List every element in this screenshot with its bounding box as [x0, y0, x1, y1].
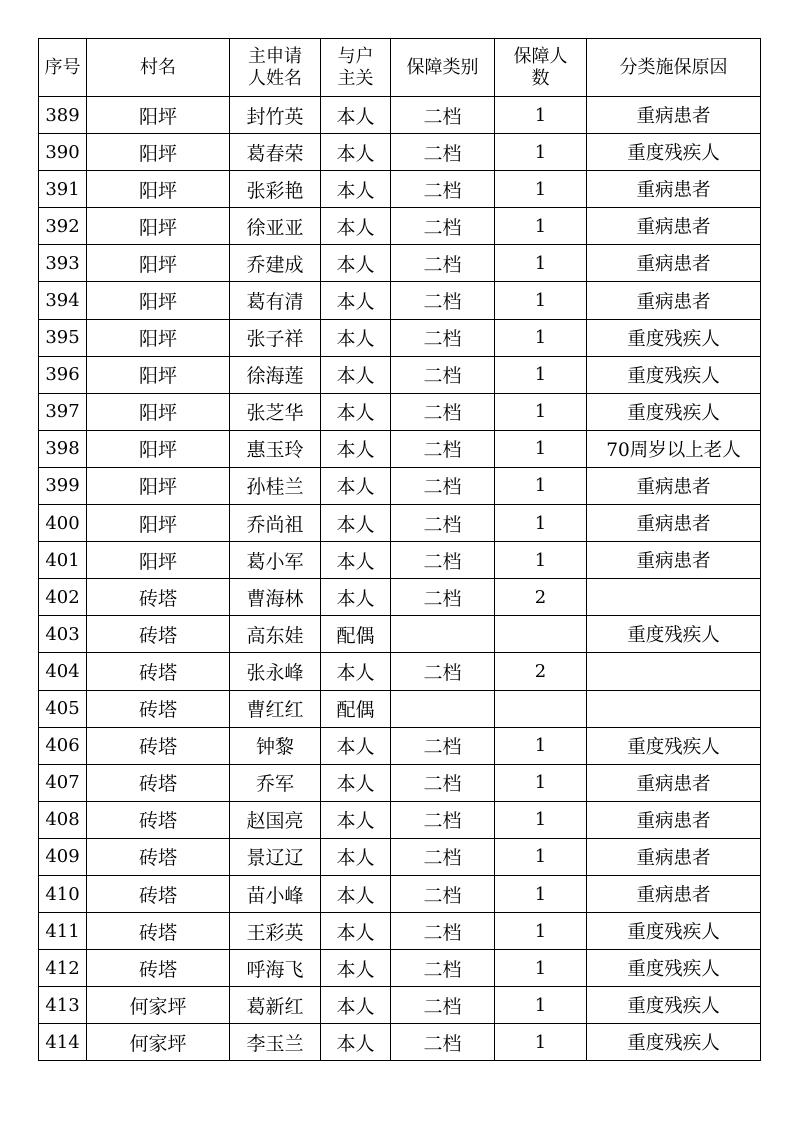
cell-relation: 配偶: [321, 616, 391, 653]
cell-no: 408: [39, 801, 87, 838]
cell-village: 阳坪: [87, 430, 230, 467]
cell-persons: 1: [495, 727, 587, 764]
cell-reason: 重度残疾人: [587, 134, 761, 171]
cell-category: 二档: [391, 542, 495, 579]
table-row: [39, 838, 761, 875]
cell-category: 二档: [391, 356, 495, 393]
table-row: [39, 430, 761, 467]
cell-reason: 重病患者: [587, 875, 761, 912]
table-row: [39, 727, 761, 764]
cell-village: 阳坪: [87, 356, 230, 393]
cell-applicant-name: 张子祥: [230, 319, 321, 356]
cell-reason: 重病患者: [587, 838, 761, 875]
table-row: [39, 690, 761, 727]
cell-relation: 本人: [321, 579, 391, 616]
cell-reason: 重病患者: [587, 764, 761, 801]
cell-village: 砖塔: [87, 950, 230, 987]
cell-relation: 本人: [321, 542, 391, 579]
cell-persons: 1: [495, 208, 587, 245]
cell-village: 阳坪: [87, 171, 230, 208]
cell-village: 阳坪: [87, 542, 230, 579]
col-header-village: 村名: [87, 39, 230, 97]
cell-no: 398: [39, 430, 87, 467]
cell-persons: 1: [495, 505, 587, 542]
cell-relation: 本人: [321, 1024, 391, 1061]
table-row: [39, 208, 761, 245]
cell-relation: 本人: [321, 245, 391, 282]
cell-relation: 本人: [321, 801, 391, 838]
table-row: [39, 356, 761, 393]
cell-village: 阳坪: [87, 393, 230, 430]
cell-persons: 1: [495, 97, 587, 134]
cell-category: 二档: [391, 171, 495, 208]
cell-relation: 本人: [321, 987, 391, 1024]
cell-reason: [587, 690, 761, 727]
col-header-relation: 与户 主关: [321, 39, 391, 97]
cell-applicant-name: 王彩英: [230, 913, 321, 950]
cell-persons: 2: [495, 579, 587, 616]
cell-applicant-name: 曹红红: [230, 690, 321, 727]
cell-no: 393: [39, 245, 87, 282]
cell-relation: 本人: [321, 875, 391, 912]
table-row: [39, 1024, 761, 1061]
cell-applicant-name: 张彩艳: [230, 171, 321, 208]
cell-relation: 本人: [321, 950, 391, 987]
cell-reason: 70周岁以上老人: [587, 430, 761, 467]
cell-no: 410: [39, 875, 87, 912]
cell-applicant-name: 葛新红: [230, 987, 321, 1024]
cell-applicant-name: 张永峰: [230, 653, 321, 690]
table-row: [39, 97, 761, 134]
cell-persons: 1: [495, 875, 587, 912]
cell-relation: 本人: [321, 430, 391, 467]
cell-persons: 1: [495, 542, 587, 579]
cell-category: [391, 690, 495, 727]
cell-category: 二档: [391, 579, 495, 616]
cell-applicant-name: 孙桂兰: [230, 467, 321, 504]
cell-village: 砖塔: [87, 616, 230, 653]
cell-relation: 本人: [321, 505, 391, 542]
col-header-applicant: 主申请 人姓名: [230, 39, 321, 97]
cell-category: [391, 616, 495, 653]
cell-category: 二档: [391, 913, 495, 950]
cell-persons: 1: [495, 913, 587, 950]
table-row: [39, 542, 761, 579]
table-row: [39, 319, 761, 356]
cell-village: 阳坪: [87, 319, 230, 356]
table-row: [39, 875, 761, 912]
cell-persons: 1: [495, 801, 587, 838]
cell-reason: 重病患者: [587, 467, 761, 504]
cell-category: 二档: [391, 208, 495, 245]
records-table: [38, 38, 761, 1061]
table-row: [39, 950, 761, 987]
cell-category: 二档: [391, 245, 495, 282]
cell-relation: 本人: [321, 208, 391, 245]
cell-category: 二档: [391, 1024, 495, 1061]
cell-persons: 1: [495, 1024, 587, 1061]
cell-applicant-name: 乔建成: [230, 245, 321, 282]
cell-no: 390: [39, 134, 87, 171]
cell-relation: 本人: [321, 467, 391, 504]
cell-category: 二档: [391, 282, 495, 319]
cell-reason: 重度残疾人: [587, 616, 761, 653]
col-header-no: 序号: [39, 39, 87, 97]
cell-reason: 重度残疾人: [587, 987, 761, 1024]
cell-village: 阳坪: [87, 245, 230, 282]
cell-persons: [495, 616, 587, 653]
cell-village: 砖塔: [87, 727, 230, 764]
cell-relation: 本人: [321, 764, 391, 801]
cell-reason: 重度残疾人: [587, 950, 761, 987]
cell-persons: 1: [495, 134, 587, 171]
cell-relation: 本人: [321, 97, 391, 134]
cell-applicant-name: 景辽辽: [230, 838, 321, 875]
cell-reason: 重病患者: [587, 505, 761, 542]
cell-persons: 1: [495, 319, 587, 356]
cell-no: 395: [39, 319, 87, 356]
cell-category: 二档: [391, 505, 495, 542]
cell-category: 二档: [391, 97, 495, 134]
cell-reason: [587, 653, 761, 690]
cell-relation: 本人: [321, 134, 391, 171]
cell-category: 二档: [391, 727, 495, 764]
cell-persons: 2: [495, 653, 587, 690]
cell-category: 二档: [391, 987, 495, 1024]
cell-applicant-name: 赵国亮: [230, 801, 321, 838]
cell-village: 阳坪: [87, 505, 230, 542]
cell-relation: 本人: [321, 282, 391, 319]
cell-category: 二档: [391, 838, 495, 875]
cell-reason: 重病患者: [587, 801, 761, 838]
cell-village: 阳坪: [87, 467, 230, 504]
cell-applicant-name: 徐亚亚: [230, 208, 321, 245]
cell-persons: 1: [495, 356, 587, 393]
cell-village: 阳坪: [87, 208, 230, 245]
cell-village: 阳坪: [87, 282, 230, 319]
cell-applicant-name: 曹海林: [230, 579, 321, 616]
cell-reason: 重度残疾人: [587, 1024, 761, 1061]
cell-no: 399: [39, 467, 87, 504]
cell-applicant-name: 苗小峰: [230, 875, 321, 912]
table-row: [39, 282, 761, 319]
cell-no: 409: [39, 838, 87, 875]
cell-relation: 本人: [321, 356, 391, 393]
cell-no: 392: [39, 208, 87, 245]
cell-category: 二档: [391, 950, 495, 987]
cell-no: 412: [39, 950, 87, 987]
cell-applicant-name: 乔尚祖: [230, 505, 321, 542]
cell-category: 二档: [391, 430, 495, 467]
cell-no: 389: [39, 97, 87, 134]
cell-relation: 本人: [321, 319, 391, 356]
table-row: [39, 245, 761, 282]
cell-no: 403: [39, 616, 87, 653]
cell-village: 砖塔: [87, 913, 230, 950]
cell-persons: 1: [495, 171, 587, 208]
cell-applicant-name: 钟黎: [230, 727, 321, 764]
cell-no: 391: [39, 171, 87, 208]
cell-no: 407: [39, 764, 87, 801]
cell-reason: 重病患者: [587, 542, 761, 579]
cell-applicant-name: 张芝华: [230, 393, 321, 430]
cell-persons: 1: [495, 245, 587, 282]
cell-no: 396: [39, 356, 87, 393]
cell-applicant-name: 呼海飞: [230, 950, 321, 987]
table-row: [39, 393, 761, 430]
cell-applicant-name: 徐海莲: [230, 356, 321, 393]
table-row: [39, 134, 761, 171]
cell-village: 砖塔: [87, 579, 230, 616]
header-row: [39, 39, 761, 97]
cell-applicant-name: 高东娃: [230, 616, 321, 653]
cell-reason: 重病患者: [587, 171, 761, 208]
cell-village: 阳坪: [87, 97, 230, 134]
table-row: [39, 616, 761, 653]
cell-no: 404: [39, 653, 87, 690]
cell-persons: 1: [495, 987, 587, 1024]
cell-persons: 1: [495, 393, 587, 430]
cell-reason: 重度残疾人: [587, 727, 761, 764]
cell-village: 砖塔: [87, 653, 230, 690]
cell-no: 397: [39, 393, 87, 430]
cell-persons: 1: [495, 467, 587, 504]
cell-no: 406: [39, 727, 87, 764]
cell-no: 411: [39, 913, 87, 950]
cell-village: 砖塔: [87, 764, 230, 801]
cell-category: 二档: [391, 653, 495, 690]
cell-applicant-name: 葛小军: [230, 542, 321, 579]
table-row: [39, 505, 761, 542]
cell-no: 394: [39, 282, 87, 319]
cell-relation: 本人: [321, 171, 391, 208]
cell-category: 二档: [391, 801, 495, 838]
cell-reason: 重度残疾人: [587, 356, 761, 393]
cell-persons: 1: [495, 282, 587, 319]
table-row: [39, 579, 761, 616]
table-row: [39, 987, 761, 1024]
cell-persons: 1: [495, 430, 587, 467]
cell-applicant-name: 封竹英: [230, 97, 321, 134]
cell-reason: 重度残疾人: [587, 319, 761, 356]
cell-reason: 重病患者: [587, 282, 761, 319]
table-row: [39, 764, 761, 801]
cell-persons: [495, 690, 587, 727]
cell-applicant-name: 乔军: [230, 764, 321, 801]
cell-applicant-name: 李玉兰: [230, 1024, 321, 1061]
cell-no: 401: [39, 542, 87, 579]
cell-persons: 1: [495, 838, 587, 875]
col-header-persons: 保障人 数: [495, 39, 587, 97]
cell-village: 砖塔: [87, 875, 230, 912]
cell-persons: 1: [495, 764, 587, 801]
cell-relation: 本人: [321, 393, 391, 430]
cell-category: 二档: [391, 467, 495, 504]
cell-village: 何家坪: [87, 1024, 230, 1061]
cell-applicant-name: 惠玉玲: [230, 430, 321, 467]
table-row: [39, 653, 761, 690]
cell-relation: 本人: [321, 913, 391, 950]
cell-reason: 重度残疾人: [587, 913, 761, 950]
cell-village: 砖塔: [87, 838, 230, 875]
table-row: [39, 913, 761, 950]
cell-persons: 1: [495, 950, 587, 987]
cell-relation: 本人: [321, 727, 391, 764]
cell-relation: 配偶: [321, 690, 391, 727]
cell-village: 砖塔: [87, 690, 230, 727]
cell-no: 402: [39, 579, 87, 616]
cell-category: 二档: [391, 875, 495, 912]
cell-reason: 重病患者: [587, 97, 761, 134]
cell-reason: 重病患者: [587, 245, 761, 282]
cell-no: 413: [39, 987, 87, 1024]
cell-reason: 重病患者: [587, 208, 761, 245]
col-header-reason: 分类施保原因: [587, 39, 761, 97]
cell-village: 阳坪: [87, 134, 230, 171]
cell-category: 二档: [391, 134, 495, 171]
cell-reason: 重度残疾人: [587, 393, 761, 430]
cell-category: 二档: [391, 319, 495, 356]
table-row: [39, 801, 761, 838]
col-header-category: 保障类别: [391, 39, 495, 97]
cell-reason: [587, 579, 761, 616]
cell-applicant-name: 葛有清: [230, 282, 321, 319]
cell-category: 二档: [391, 393, 495, 430]
cell-no: 405: [39, 690, 87, 727]
cell-no: 414: [39, 1024, 87, 1061]
table-body: [39, 97, 761, 1061]
table-row: [39, 171, 761, 208]
cell-applicant-name: 葛春荣: [230, 134, 321, 171]
cell-relation: 本人: [321, 838, 391, 875]
cell-no: 400: [39, 505, 87, 542]
table-row: [39, 467, 761, 504]
cell-relation: 本人: [321, 653, 391, 690]
cell-village: 何家坪: [87, 987, 230, 1024]
cell-category: 二档: [391, 764, 495, 801]
cell-village: 砖塔: [87, 801, 230, 838]
